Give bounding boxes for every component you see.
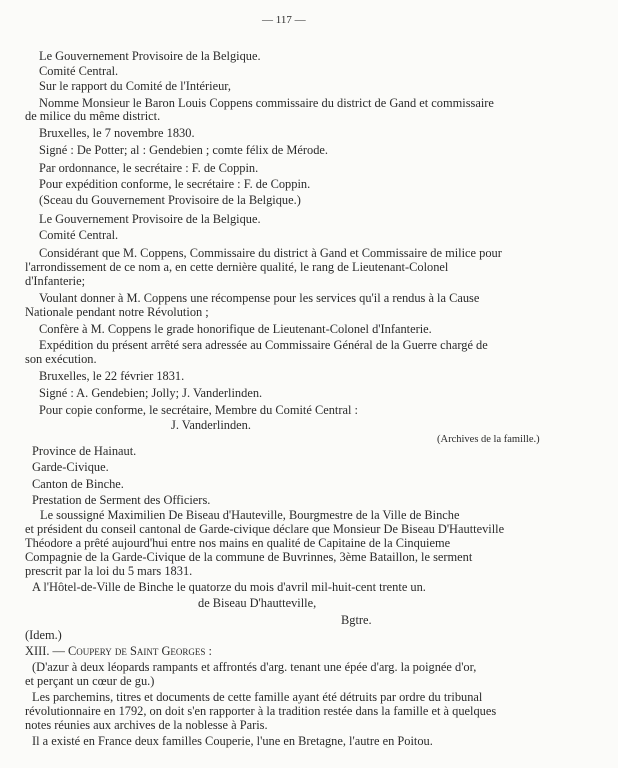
page-number: — 117 — — [262, 14, 306, 26]
decree2-considering-line: d'Infanterie; — [25, 274, 86, 288]
decree1-order: Par ordonnance, le secrétaire : F. de Coppin. — [39, 161, 259, 175]
oath-body-line: prescrit par la loi du 5 mars 1831. — [25, 564, 193, 578]
decree2-shipment-line: son exécution. — [25, 352, 97, 366]
oath-canton: Canton de Binche. — [32, 477, 124, 491]
decree2-government: Le Gouvernement Provisoire de la Belgique. — [39, 212, 261, 226]
oath-signer: de Biseau D'hautteville, — [198, 596, 317, 610]
section-13-docs-line: révolutionnaire en 1792, on doit s'en rapporter à la tradition restée dans la famille et à quelques — [25, 704, 497, 718]
decree2-considering-line: Considérant que M. Coppens, Commissaire du district à Gand et Commissaire de milice pour — [39, 246, 502, 260]
section-13-title: Coupery de Saint Georges : — [68, 644, 212, 658]
decree2-confers: Confère à M. Coppens le grade honorifique de Lieutenant-Colonel d'Infanterie. — [39, 322, 432, 336]
oath-role: Bgtre. — [341, 613, 372, 627]
section-13-heading — [25, 644, 212, 658]
oath-place: A l'Hôtel-de-Ville de Binche le quatorze du mois d'avril mil-huit-cent trente un. — [32, 580, 426, 594]
decree2-copy: Pour copie conforme, le secrétaire, Membre du Comité Central : — [39, 403, 358, 417]
section-13-docs-line: notes réunies aux archives de la noblesse à Paris. — [25, 718, 268, 732]
decree1-copy: Pour expédition conforme, le secrétaire : F. de Coppin. — [39, 177, 311, 191]
decree1-date: Bruxelles, le 7 novembre 1830. — [39, 126, 195, 140]
decree2-signed: Signé : A. Gendebien; Jolly; J. Vanderlinden. — [39, 386, 263, 400]
decree1-signed: Signé : De Potter; al : Gendebien ; comte félix de Mérode. — [39, 143, 329, 157]
section-13-number: XIII. — — [25, 644, 65, 658]
decree1-appoint-line: de milice du même district. — [25, 109, 161, 123]
oath-body-line: Théodore a prêté aujourd'hui entre nos mains en qualité de Capitaine de la Cinquieme — [25, 536, 451, 550]
oath-province: Province de Hainaut. — [32, 444, 137, 458]
decree2-date: Bruxelles, le 22 février 1831. — [39, 369, 185, 383]
decree1-report: Sur le rapport du Comité de l'Intérieur, — [39, 79, 232, 93]
oath-body-line: Le soussigné Maximilien De Biseau d'Hauteville, Bourgmestre de la Ville de Binche — [40, 508, 460, 522]
decree2-signer: J. Vanderlinden. — [171, 418, 251, 432]
decree2-committee: Comité Central. — [39, 228, 119, 242]
oath-body-line: et président du conseil cantonal de Garde-civique déclare que Monsieur De Biseau D'Hautteville — [25, 522, 505, 536]
decree2-shipment-line: Expédition du présent arrêté sera adressée au Commissaire Général de la Guerre chargé de — [39, 338, 488, 352]
oath-guard: Garde-Civique. — [32, 460, 109, 474]
decree2-wanting-line: Nationale pendant notre Révolution ; — [25, 305, 209, 319]
archives-note: (Archives de la famille.) — [437, 434, 540, 445]
decree1-seal: (Sceau du Gouvernement Provisoire de la Belgique.) — [39, 193, 301, 207]
section-13-families: Il a existé en France deux familles Couperie, l'une en Bretagne, l'autre en Poitou. — [32, 734, 433, 748]
decree2-considering-line: l'arrondissement de ce nom a, en cette dernière qualité, le rang de Lieutenant-Colonel — [25, 260, 449, 274]
decree1-appoint-line: Nomme Monsieur le Baron Louis Coppens commissaire du district de Gand et commissaire — [39, 96, 494, 110]
oath-title: Prestation de Serment des Officiers. — [32, 493, 211, 507]
decree1-committee: Comité Central. — [39, 64, 119, 78]
section-13-docs-line: Les parchemins, titres et documents de cette famille ayant été détruits par ordre du tribunal — [32, 690, 483, 704]
decree2-wanting-line: Voulant donner à M. Coppens une récompense pour les services qu'il a rendus à la Cause — [39, 291, 480, 305]
section-13-arms-line: (D'azur à deux léopards rampants et affrontés d'arg. tenant une épée d'arg. la poignée d'or, — [32, 660, 477, 674]
oath-body-line: Compagnie de la Garde-Civique de la commune de Buvrinnes, 3ème Bataillon, le serment — [25, 550, 473, 564]
section-13-arms-line: et perçant un cœur de gu.) — [25, 674, 155, 688]
idem-note: (Idem.) — [25, 628, 62, 642]
decree1-government: Le Gouvernement Provisoire de la Belgique. — [39, 49, 261, 63]
